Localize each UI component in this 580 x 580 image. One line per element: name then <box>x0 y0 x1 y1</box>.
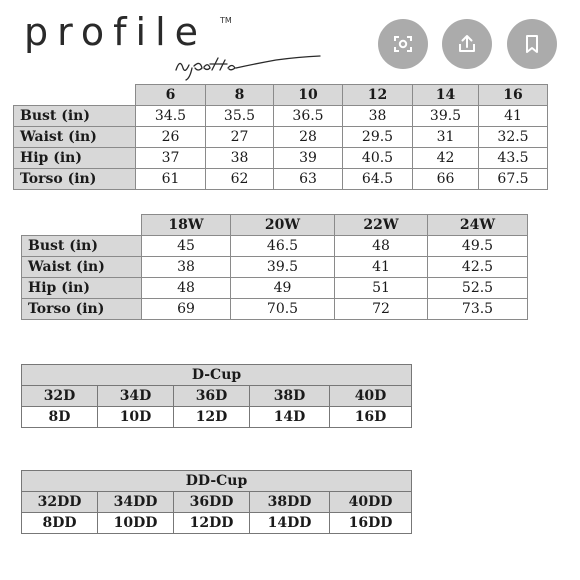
header-spacer <box>14 85 136 106</box>
table-cell: 32.5 <box>479 127 548 148</box>
swim-size-cell: 10D <box>98 407 174 428</box>
table-cell: 39.5 <box>413 106 479 127</box>
swim-size-cell: 8D <box>22 407 98 428</box>
share-button[interactable] <box>442 19 492 69</box>
size-header: 20W <box>231 215 335 236</box>
table-cell: 49.5 <box>428 236 528 257</box>
row-label: Bust (in) <box>22 236 142 257</box>
bookmark-button[interactable] <box>507 19 557 69</box>
row-label: Torso (in) <box>22 299 142 320</box>
size-header-row <box>22 215 528 236</box>
d-cup-table <box>21 364 412 428</box>
size-header: 22W <box>335 215 428 236</box>
bra-size-cell: 40DD <box>330 492 412 513</box>
size-header: 6 <box>136 85 206 106</box>
bookmark-icon <box>520 32 544 56</box>
table-cell: 45 <box>142 236 231 257</box>
table-row <box>14 106 548 127</box>
swim-size-cell: 16DD <box>330 513 412 534</box>
table-cell: 64.5 <box>343 169 413 190</box>
table-cell: 46.5 <box>231 236 335 257</box>
swim-size-cell: 14D <box>250 407 330 428</box>
table-cell: 67.5 <box>479 169 548 190</box>
header-spacer <box>22 215 142 236</box>
table-cell: 51 <box>335 278 428 299</box>
size-header-row <box>14 85 548 106</box>
brand-logo <box>24 10 324 82</box>
table-cell: 29.5 <box>343 127 413 148</box>
table-row <box>22 299 528 320</box>
cup-title-row <box>22 471 412 492</box>
swim-size-cell: 8DD <box>22 513 98 534</box>
bra-size-row <box>22 492 412 513</box>
table-row <box>14 127 548 148</box>
table-cell: 39 <box>274 148 343 169</box>
table-cell: 66 <box>413 169 479 190</box>
visual-search-button[interactable] <box>378 19 428 69</box>
cup-title: D-Cup <box>22 365 412 386</box>
table-cell: 41 <box>479 106 548 127</box>
swim-size-row <box>22 407 412 428</box>
trademark-mark: TM <box>220 16 232 25</box>
row-label: Hip (in) <box>14 148 136 169</box>
row-label: Waist (in) <box>14 127 136 148</box>
table-cell: 42.5 <box>428 257 528 278</box>
share-icon <box>455 32 479 56</box>
table-cell: 61 <box>136 169 206 190</box>
size-header: 24W <box>428 215 528 236</box>
women-size-table <box>21 214 528 320</box>
table-cell: 43.5 <box>479 148 548 169</box>
table-cell: 63 <box>274 169 343 190</box>
table-cell: 37 <box>136 148 206 169</box>
table-cell: 70.5 <box>231 299 335 320</box>
swim-size-cell: 14DD <box>250 513 330 534</box>
size-header: 12 <box>343 85 413 106</box>
swim-size-cell: 10DD <box>98 513 174 534</box>
table-cell: 38 <box>343 106 413 127</box>
size-header: 10 <box>274 85 343 106</box>
table-cell: 42 <box>413 148 479 169</box>
size-header: 16 <box>479 85 548 106</box>
swim-size-cell: 16D <box>330 407 412 428</box>
bra-size-cell: 36DD <box>174 492 250 513</box>
size-header: 18W <box>142 215 231 236</box>
brand-wordmark: profile <box>24 10 208 54</box>
swim-size-cell: 12D <box>174 407 250 428</box>
lens-scan-icon <box>391 32 415 56</box>
table-cell: 48 <box>335 236 428 257</box>
swim-size-cell: 12DD <box>174 513 250 534</box>
table-cell: 73.5 <box>428 299 528 320</box>
table-row <box>22 257 528 278</box>
signature-logo <box>172 48 322 82</box>
table-row <box>14 169 548 190</box>
bra-size-cell: 34D <box>98 386 174 407</box>
table-cell: 49 <box>231 278 335 299</box>
cup-title: DD-Cup <box>22 471 412 492</box>
misses-size-table <box>13 84 548 190</box>
table-cell: 41 <box>335 257 428 278</box>
table-cell: 40.5 <box>343 148 413 169</box>
row-label: Bust (in) <box>14 106 136 127</box>
table-cell: 35.5 <box>206 106 274 127</box>
table-cell: 69 <box>142 299 231 320</box>
dd-cup-table <box>21 470 412 534</box>
table-cell: 38 <box>142 257 231 278</box>
table-cell: 26 <box>136 127 206 148</box>
table-cell: 36.5 <box>274 106 343 127</box>
bra-size-cell: 32DD <box>22 492 98 513</box>
bra-size-cell: 32D <box>22 386 98 407</box>
table-cell: 34.5 <box>136 106 206 127</box>
bra-size-cell: 40D <box>330 386 412 407</box>
table-cell: 72 <box>335 299 428 320</box>
cup-title-row <box>22 365 412 386</box>
bra-size-cell: 36D <box>174 386 250 407</box>
bra-size-cell: 34DD <box>98 492 174 513</box>
table-cell: 28 <box>274 127 343 148</box>
table-cell: 27 <box>206 127 274 148</box>
table-cell: 62 <box>206 169 274 190</box>
row-label: Waist (in) <box>22 257 142 278</box>
table-row <box>14 148 548 169</box>
table-row <box>22 236 528 257</box>
table-cell: 39.5 <box>231 257 335 278</box>
size-header: 14 <box>413 85 479 106</box>
swim-size-row <box>22 513 412 534</box>
table-cell: 38 <box>206 148 274 169</box>
table-cell: 52.5 <box>428 278 528 299</box>
table-cell: 31 <box>413 127 479 148</box>
table-row <box>22 278 528 299</box>
bra-size-row <box>22 386 412 407</box>
row-label: Torso (in) <box>14 169 136 190</box>
bra-size-cell: 38D <box>250 386 330 407</box>
table-cell: 48 <box>142 278 231 299</box>
row-label: Hip (in) <box>22 278 142 299</box>
size-header: 8 <box>206 85 274 106</box>
bra-size-cell: 38DD <box>250 492 330 513</box>
